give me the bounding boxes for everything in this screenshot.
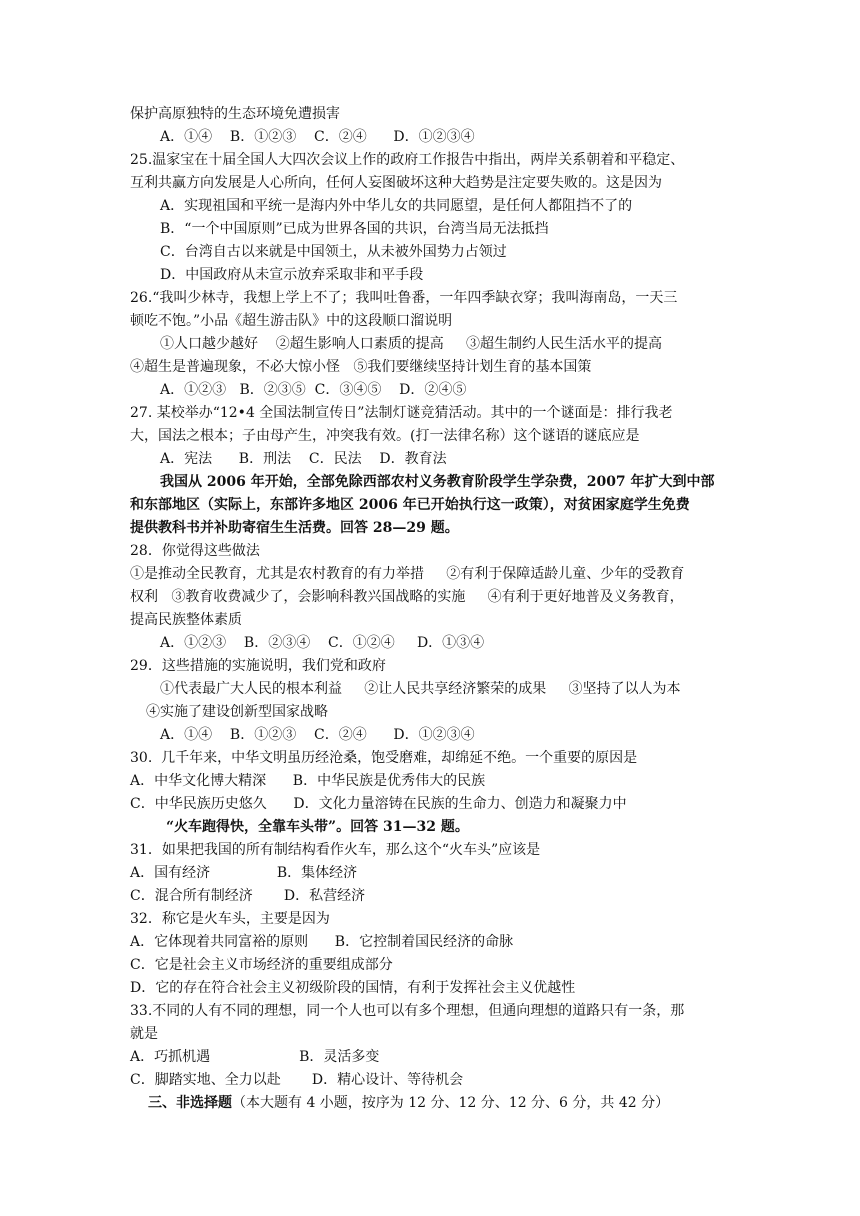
option-line: A．①②③ B．②③④ C．①②④ D．①③④ — [160, 635, 485, 651]
question-29: 29．这些措施的实施说明，我们党和政府 — [130, 658, 386, 674]
material-text: 提供教科书并补助寄宿生生活费。回答 28—29 题。 — [130, 520, 459, 536]
text-line: 互利共赢方向发展是人心所向，任何人妄图破坏这种大趋势是注定要失败的。这是因为 — [130, 175, 662, 191]
option-line: A．①④ B．①②③ C．②④ D．①②③④ — [160, 727, 475, 743]
statement-line: 权利 ③教育收费减少了，会影响科教兴国战略的实施 ④有利于更好地普及义务教育， — [130, 589, 684, 605]
option-line: A．国有经济 B．集体经济 — [130, 865, 358, 881]
question-28: 28．你觉得这些做法 — [130, 543, 260, 559]
section-title: 三、非选择题 — [148, 1095, 232, 1111]
statement-line: ①人口越少越好 ②超生影响人口素质的提高 ③超生制约人民生活水平的提高 — [160, 336, 663, 352]
text-line: 顿吃不饱。”小品《超生游击队》中的这段顺口溜说明 — [130, 313, 453, 329]
statement-line: 提高民族整体素质 — [130, 612, 242, 628]
question-25: 25.温家宝在十届全国人大四次会议上作的政府工作报告中指出，两岸关系朝着和平稳定、 — [130, 152, 685, 168]
statement-line: ①代表最广大人民的根本利益 ②让人民共享经济繁荣的成果 ③坚持了以人为本 — [160, 681, 681, 697]
question-31: 31．如果把我国的所有制结构看作火车，那么这个“火车头”应该是 — [130, 842, 541, 858]
material-text: 和东部地区（实际上，东部许多地区 2006 年已开始执行这一政策），对贫困家庭学生免费 — [130, 497, 690, 513]
statement-line: ①是推动全民教育，尤其是农村教育的有力举措 ②有利于保障适龄儿童、少年的受教育 — [130, 566, 685, 582]
option-line: C．脚踏实地、全力以赴 D．精心设计、等待机会 — [130, 1072, 464, 1088]
option-line: C．中华民族历史悠久 D．文化力量溶铸在民族的生命力、创造力和凝聚力中 — [130, 796, 627, 812]
section-note: （本大题有 4 小题，按序为 12 分、12 分、12 分、6 分，共 42 分） — [232, 1095, 670, 1111]
option-line: A．①④ B．①②③ C．②④ D．①②③④ — [160, 129, 475, 145]
question-26: 26.“我叫少林寺，我想上学上不了；我叫吐鲁番，一年四季缺衣穿；我叫海南岛，一天三 — [130, 290, 678, 306]
question-30: 30. 几千年来，中华文明虽历经沧桑，饱受磨难，却绵延不绝。一个重要的原因是 — [130, 750, 638, 766]
option-line: D．中国政府从未宣示放弃采取非和平手段 — [160, 267, 424, 283]
option-line: C．混合所有制经济 D．私营经济 — [130, 888, 366, 904]
option-line: A．中华文化博大精深 B．中华民族是优秀伟大的民族 — [130, 773, 486, 789]
statement-line: ④超生是普遍现象，不必大惊小怪 ⑤我们要继续坚持计划生育的基本国策 — [130, 359, 592, 375]
section-heading — [148, 1093, 669, 1113]
option-line: C．它是社会主义市场经济的重要组成部分 — [130, 957, 393, 973]
option-line: A．它体现着共同富裕的原则 B．它控制着国民经济的命脉 — [130, 934, 514, 950]
material-text: “火车跑得快，全靠车头带”。回答 31—32 题。 — [166, 819, 469, 835]
question-32: 32．称它是火车头，主要是因为 — [130, 911, 330, 927]
question-27: 27. 某校举办“12•4 全国法制宣传日”法制灯谜竞猜活动。其中的一个谜面是：排行我老 — [130, 405, 673, 421]
option-line: A．巧抓机遇 B．灵活多变 — [130, 1049, 380, 1065]
option-line: A．宪法 B．刑法 C．民法 D．教育法 — [160, 451, 447, 467]
option-line: C．台湾自古以来就是中国领土，从未被外国势力占领过 — [160, 244, 507, 260]
option-line: A．实现祖国和平统一是海内外中华儿女的共同愿望，是任何人都阻挡不了的 — [160, 198, 633, 214]
option-line: D．它的存在符合社会主义初级阶段的国情，有利于发挥社会主义优越性 — [130, 980, 576, 996]
option-line: B．“一个中国原则”已成为世界各国的共识，台湾当局无法抵挡 — [160, 221, 549, 237]
option-line: A．①②③ B．②③⑤ C．③④⑤ D．②④⑤ — [160, 382, 467, 398]
text-line: 保护高原独特的生态环境免遭损害 — [130, 106, 340, 122]
text-line: 就是 — [130, 1026, 158, 1042]
statement-line: ④实施了建设创新型国家战略 — [146, 704, 328, 720]
question-33: 33.不同的人有不同的理想，同一个人也可以有多个理想，但通向理想的道路只有一条，那 — [130, 1003, 685, 1019]
text-line: 大，国法之根本；子由母产生，冲突我有效。(打一法律名称）这个谜语的谜底应是 — [130, 428, 640, 444]
material-text: 我国从 2006 年开始，全部免除西部农村义务教育阶段学生学杂费，2007 年扩大到中部 — [160, 474, 715, 490]
